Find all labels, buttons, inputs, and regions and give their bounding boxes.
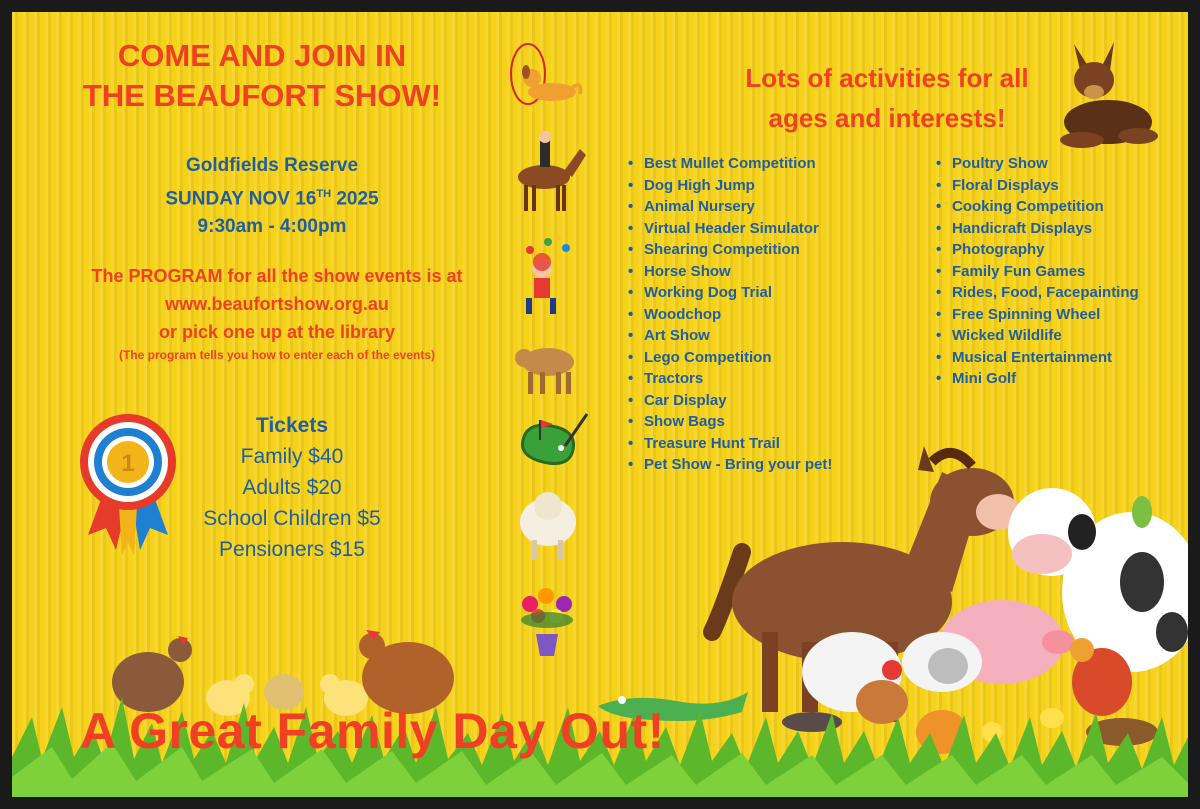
list-item: • Wicked Wildlife — [936, 325, 1139, 347]
show-poster — [12, 12, 1188, 797]
program-website: www.beaufortshow.org.au — [165, 294, 389, 314]
program-line-1: The PROGRAM for all the show events is at — [91, 266, 463, 286]
list-item: • Musical Entertainment — [936, 347, 1139, 369]
list-item: • Treasure Hunt Trail — [628, 433, 832, 455]
list-item: • Free Spinning Wheel — [936, 304, 1139, 326]
list-item: • Poultry Show — [936, 153, 1139, 175]
tickets-section — [172, 410, 412, 565]
mini-golf-icon — [517, 410, 592, 470]
list-item: • Best Mullet Competition — [628, 153, 832, 175]
kelpie-dog-icon — [1052, 36, 1162, 154]
event-details — [82, 152, 462, 241]
date-year: 2025 — [331, 188, 379, 210]
venue-name: Goldfields Reserve — [185, 155, 359, 176]
program-note: (The program tells you how to enter each of the events) — [118, 348, 436, 362]
list-item: • Photography — [936, 239, 1139, 261]
list-item: • Horse Show — [628, 261, 832, 283]
flower-pot-icon — [512, 584, 582, 659]
date-suffix: TH — [316, 188, 332, 200]
sheep-icon — [514, 484, 584, 564]
list-item: • Handicraft Displays — [936, 218, 1139, 240]
ticket-adults: Adults $20 — [242, 476, 342, 499]
date-text: SUNDAY NOV 16 — [165, 188, 317, 210]
juggler-icon — [512, 232, 582, 322]
title-line-1: COME AND JOIN IN — [117, 38, 407, 73]
activities-list-right — [936, 153, 1139, 390]
list-item: • Dog High Jump — [628, 175, 832, 197]
activities-title-line-2: ages and interests! — [768, 103, 1006, 133]
list-item: • Mini Golf — [936, 368, 1139, 390]
list-item: • Art Show — [628, 325, 832, 347]
horse-rider-icon — [500, 127, 590, 217]
slogan: A Great Family Day Out! — [80, 703, 665, 759]
list-item: • Cooking Competition — [936, 196, 1139, 218]
list-item: • Tractors — [628, 368, 832, 390]
list-item: • Animal Nursery — [628, 196, 832, 218]
program-info — [52, 262, 502, 364]
title-line-2: THE BEAUFORT SHOW! — [82, 78, 442, 113]
event-date — [82, 180, 462, 213]
poster-title — [42, 36, 482, 116]
list-item: • Shearing Competition — [628, 239, 832, 261]
cow-icon — [510, 332, 580, 402]
list-item: • Rides, Food, Facepainting — [936, 282, 1139, 304]
ticket-pensioners: Pensioners $15 — [219, 538, 365, 561]
activities-title-line-1: Lots of activities for all — [745, 63, 1029, 93]
ticket-family: Family $40 — [240, 445, 344, 468]
tickets-heading: Tickets — [256, 414, 328, 437]
list-item: • Lego Competition — [628, 347, 832, 369]
jumping-dog-icon — [506, 40, 586, 110]
first-place-ribbon-icon — [78, 410, 178, 560]
list-item: • Virtual Header Simulator — [628, 218, 832, 240]
list-item: • Family Fun Games — [936, 261, 1139, 283]
ticket-school-children: School Children $5 — [203, 507, 381, 530]
event-time: 9:30am - 4:00pm — [197, 216, 347, 238]
program-line-3: or pick one up at the library — [158, 322, 396, 342]
list-item: • Woodchop — [628, 304, 832, 326]
list-item: • Show Bags — [628, 411, 832, 433]
ribbon-number: 1 — [121, 450, 135, 477]
list-item: • Floral Displays — [936, 175, 1139, 197]
list-item: • Working Dog Trial — [628, 282, 832, 304]
activities-list-left — [628, 153, 832, 476]
activities-title — [702, 58, 1072, 138]
list-item: • Car Display — [628, 390, 832, 412]
list-item: • Pet Show - Bring your pet! — [628, 454, 832, 476]
